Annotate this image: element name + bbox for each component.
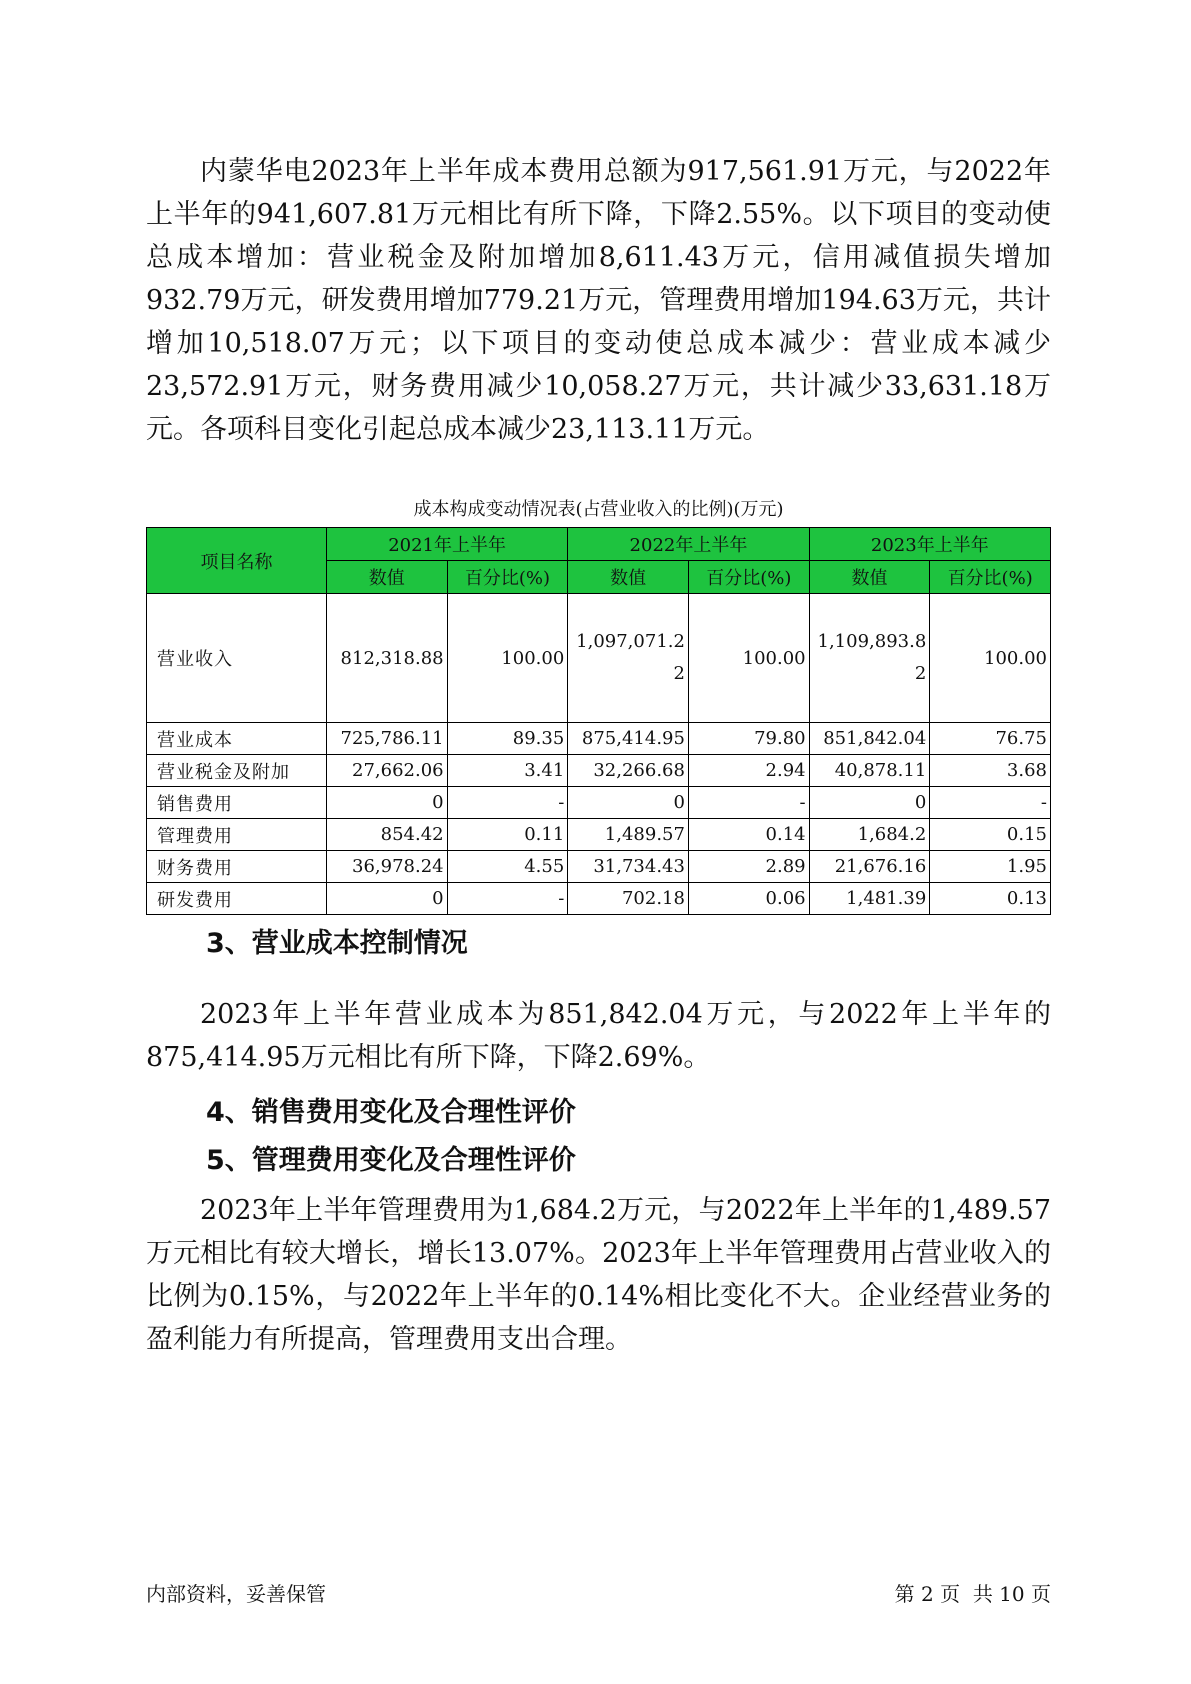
section-heading-operating-cost: 3、营业成本控制情况 bbox=[206, 928, 468, 959]
cell-percent: - bbox=[688, 787, 809, 819]
header-item-name: 项目名称 bbox=[147, 528, 327, 594]
cell-value: 1,481.39 bbox=[809, 883, 930, 915]
header-period-2022: 2022年上半年 bbox=[568, 528, 809, 561]
row-label: 研发费用 bbox=[147, 883, 327, 915]
cell-value: 0 bbox=[809, 787, 930, 819]
cell-percent: - bbox=[930, 787, 1051, 819]
cost-structure-table bbox=[146, 527, 1051, 915]
cell-percent: 100.00 bbox=[447, 594, 568, 723]
header-period-2021: 2021年上半年 bbox=[326, 528, 567, 561]
cell-percent: 100.00 bbox=[930, 594, 1051, 723]
row-label: 营业收入 bbox=[147, 594, 327, 723]
cell-value: 0 bbox=[326, 787, 447, 819]
header-percent: 百分比(%) bbox=[447, 561, 568, 594]
cell-value: 851,842.04 bbox=[809, 723, 930, 755]
cell-value: 702.18 bbox=[568, 883, 689, 915]
cell-value: 1,684.2 bbox=[809, 819, 930, 851]
header-percent: 百分比(%) bbox=[930, 561, 1051, 594]
cell-percent: 2.94 bbox=[688, 755, 809, 787]
cell-value: 875,414.95 bbox=[568, 723, 689, 755]
cell-percent: 3.68 bbox=[930, 755, 1051, 787]
cell-value: 32,266.68 bbox=[568, 755, 689, 787]
cell-percent: 0.15 bbox=[930, 819, 1051, 851]
cell-value: 725,786.11 bbox=[326, 723, 447, 755]
section-heading-admin-expense: 5、管理费用变化及合理性评价 bbox=[206, 1145, 576, 1176]
cell-value: 0 bbox=[326, 883, 447, 915]
cell-percent: 0.13 bbox=[930, 883, 1051, 915]
cell-value: 21,676.16 bbox=[809, 851, 930, 883]
row-label: 营业税金及附加 bbox=[147, 755, 327, 787]
cell-percent: 2.89 bbox=[688, 851, 809, 883]
cell-percent: 79.80 bbox=[688, 723, 809, 755]
cell-value: 1,109,893.82 bbox=[809, 594, 930, 723]
cell-percent: 1.95 bbox=[930, 851, 1051, 883]
table-row bbox=[147, 594, 1051, 723]
header-period-2023: 2023年上半年 bbox=[809, 528, 1050, 561]
table-row bbox=[147, 723, 1051, 755]
cell-value: 1,097,071.22 bbox=[568, 594, 689, 723]
cell-percent: 100.00 bbox=[688, 594, 809, 723]
table-row bbox=[147, 787, 1051, 819]
paragraph-cost-summary: 内蒙华电2023年上半年成本费用总额为917,561.91万元，与2022年上半年的941,607.81万元相比有所下降，下降2.55%。以下项目的变动使总成本增加：营业税金及附加增加8,611.43万元，信用减值损失增加932.79万元，研发费用增加779.21万元，管理费用增加194.63万元，共计增加10,518.07万元；以下项目的变动使总成本减少：营业成本减少23,572.91万元，财务费用减少10,058.27万元，共计减少33,631.18万元。各项科目变化引起总成本减少23,113.11万元。 bbox=[146, 156, 1051, 445]
cell-percent: - bbox=[447, 787, 568, 819]
cell-value: 1,489.57 bbox=[568, 819, 689, 851]
paragraph-operating-cost: 2023年上半年营业成本为851,842.04万元，与2022年上半年的875,414.95万元相比有所下降，下降2.69%。 bbox=[146, 999, 1051, 1073]
cell-value: 0 bbox=[568, 787, 689, 819]
row-label: 销售费用 bbox=[147, 787, 327, 819]
cell-value: 27,662.06 bbox=[326, 755, 447, 787]
table-row bbox=[147, 755, 1051, 787]
header-value: 数值 bbox=[568, 561, 689, 594]
cell-value: 40,878.11 bbox=[809, 755, 930, 787]
header-percent: 百分比(%) bbox=[688, 561, 809, 594]
section-heading-selling-expense: 4、销售费用变化及合理性评价 bbox=[206, 1097, 576, 1128]
cell-percent: 0.14 bbox=[688, 819, 809, 851]
row-label: 营业成本 bbox=[147, 723, 327, 755]
cell-value: 36,978.24 bbox=[326, 851, 447, 883]
cell-percent: 76.75 bbox=[930, 723, 1051, 755]
header-value: 数值 bbox=[326, 561, 447, 594]
row-label: 财务费用 bbox=[147, 851, 327, 883]
cell-percent: 89.35 bbox=[447, 723, 568, 755]
cell-value: 854.42 bbox=[326, 819, 447, 851]
table-row bbox=[147, 883, 1051, 915]
cell-percent: - bbox=[447, 883, 568, 915]
table-caption: 成本构成变动情况表(占营业收入的比例)(万元) bbox=[413, 499, 784, 520]
cell-percent: 4.55 bbox=[447, 851, 568, 883]
table-row bbox=[147, 819, 1051, 851]
table-row bbox=[147, 851, 1051, 883]
paragraph-admin-expense: 2023年上半年管理费用为1,684.2万元，与2022年上半年的1,489.57万元相比有较大增长，增长13.07%。2023年上半年管理费用占营业收入的比例为0.15%，与2022年上半年的0.14%相比变化不大。企业经营业务的盈利能力有所提高，管理费用支出合理。 bbox=[146, 1195, 1051, 1355]
cell-percent: 0.11 bbox=[447, 819, 568, 851]
cell-value: 31,734.43 bbox=[568, 851, 689, 883]
footer-confidential-note: 内部资料，妥善保管 bbox=[146, 1582, 326, 1606]
cell-value: 812,318.88 bbox=[326, 594, 447, 723]
row-label: 管理费用 bbox=[147, 819, 327, 851]
header-value: 数值 bbox=[809, 561, 930, 594]
cell-percent: 0.06 bbox=[688, 883, 809, 915]
cell-percent: 3.41 bbox=[447, 755, 568, 787]
footer-page-number: 第 2 页 共 10 页 bbox=[894, 1582, 1051, 1606]
